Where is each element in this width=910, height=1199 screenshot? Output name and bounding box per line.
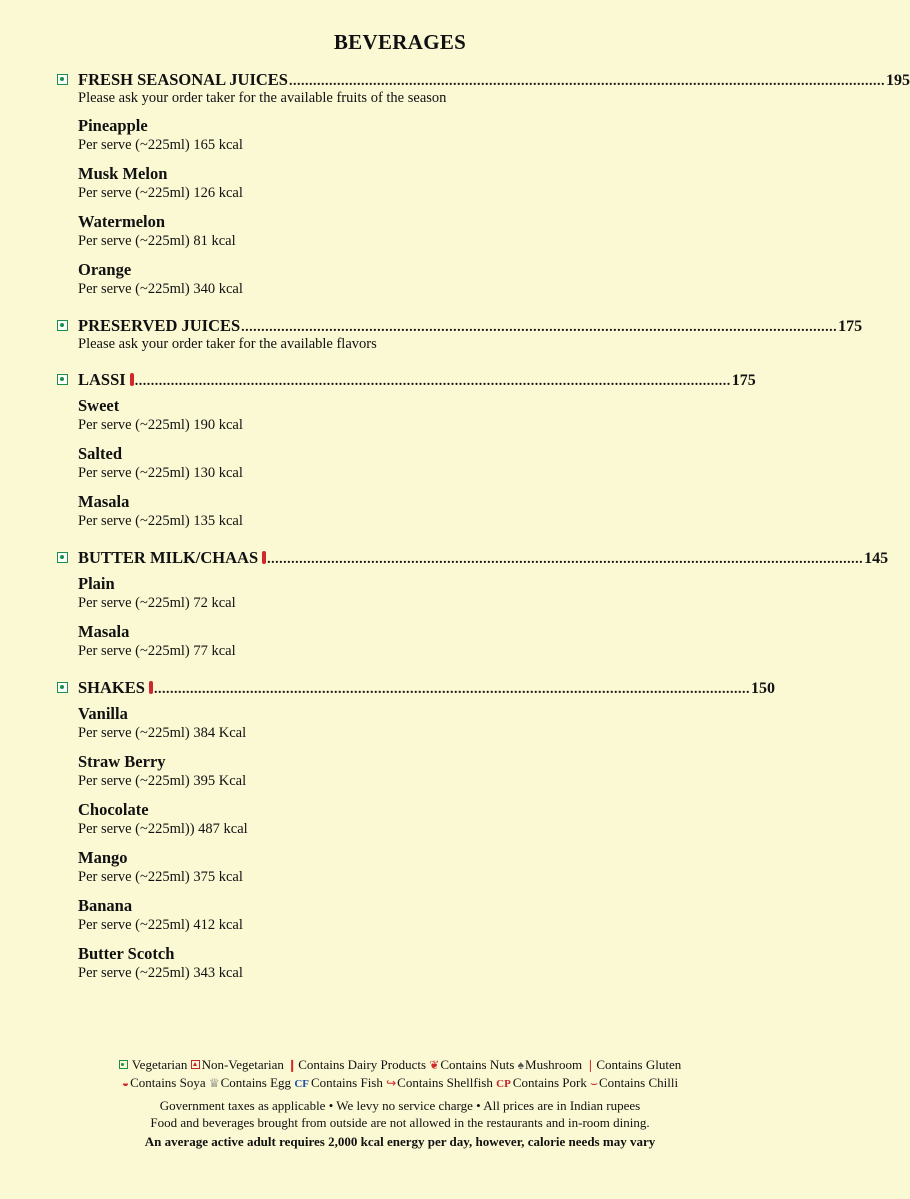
menu-item: [78, 260, 800, 299]
soya-icon: ◒: [121, 1076, 130, 1090]
item-name: Plain: [78, 574, 115, 593]
dairy-icon: [149, 681, 153, 694]
menu-section-shakes: [0, 678, 800, 983]
menu-item: [78, 896, 800, 935]
item-calories: Per serve (~225ml) 340 kcal: [78, 281, 243, 297]
menu-item: [78, 574, 800, 613]
item-calories: Per serve (~225ml) 384 Kcal: [78, 725, 247, 741]
legend-dairy: [287, 1057, 426, 1072]
item-name: Salted: [78, 444, 123, 463]
menu-item: [78, 848, 800, 887]
section-name: [78, 370, 134, 390]
item-calories: Per serve (~225ml) 165 kcal: [78, 137, 243, 153]
legend-label: Contains Nuts: [440, 1057, 515, 1072]
menu-section-lassi: [0, 370, 800, 531]
menu-item: [78, 944, 800, 983]
legend-egg: [209, 1075, 291, 1090]
section-name: [78, 548, 266, 568]
item-name: Butter Scotch: [78, 944, 175, 963]
item-name: Chocolate: [78, 800, 149, 819]
vegetarian-icon: [57, 74, 68, 85]
item-name: Mango: [78, 848, 128, 867]
section-price: 145: [864, 550, 889, 567]
legend-label: Non-Vegetarian: [201, 1057, 284, 1072]
item-name: Pineapple: [78, 116, 148, 135]
menu-section-butter-milk: [0, 548, 889, 661]
item-name: Orange: [78, 260, 132, 279]
dairy-icon: ❙: [287, 1058, 298, 1072]
legend-soya: [122, 1075, 206, 1090]
vegetarian-icon: [57, 552, 68, 563]
item-calories: Per serve (~225ml) 395 Kcal: [78, 773, 247, 789]
section-name: [78, 678, 153, 698]
legend-label: Contains Soya: [130, 1075, 206, 1090]
section-header: [57, 548, 889, 570]
item-calories: Per serve (~225ml)) 487 kcal: [78, 821, 248, 837]
section-header: [57, 70, 910, 92]
legend-mushroom: [518, 1057, 582, 1072]
menu-item: [78, 704, 800, 743]
menu-section-fresh-seasonal-juices: [0, 70, 910, 299]
vegetarian-icon: [119, 1060, 128, 1069]
legend-non-vegetarian: [191, 1057, 284, 1072]
item-name: Masala: [78, 622, 130, 641]
menu-section-preserved-juices: [0, 316, 863, 353]
legend-chilli: [590, 1075, 678, 1090]
legend-fish: [294, 1075, 383, 1090]
menu-item: [78, 396, 800, 435]
dot-leader: .....................................................................................................................................................: [134, 374, 731, 389]
item-calories: Per serve (~225ml) 375 kcal: [78, 869, 243, 885]
legend-label: Contains Dairy Products: [298, 1057, 427, 1072]
section-price: 175: [838, 318, 863, 335]
section-name-text: LASSI: [78, 370, 126, 389]
legend-nuts: [429, 1057, 514, 1072]
dairy-icon: [262, 551, 266, 564]
vegetarian-icon: [57, 682, 68, 693]
item-calories: Per serve (~225ml) 190 kcal: [78, 417, 243, 433]
section-name: FRESH SEASONAL JUICES: [78, 70, 288, 89]
fish-icon: CF: [294, 1078, 309, 1090]
legend-label: Contains Fish: [310, 1075, 383, 1090]
section-price: 150: [750, 680, 775, 697]
dot-leader: .....................................................................................................................................................: [267, 552, 864, 567]
pork-icon: CP: [496, 1078, 511, 1090]
legend-row: [0, 1056, 800, 1074]
legend-shellfish: [386, 1075, 493, 1090]
egg-icon: ♕: [208, 1076, 220, 1090]
legend-label: Contains Egg: [220, 1075, 292, 1090]
menu-item: [78, 164, 800, 203]
legend-label: Vegetarian: [131, 1057, 188, 1072]
shellfish-icon: ↪: [386, 1076, 397, 1090]
section-header: [57, 316, 863, 338]
mushroom-icon: ♠: [517, 1058, 525, 1072]
menu-item: [78, 622, 800, 661]
legend-pork: [496, 1075, 587, 1090]
chilli-icon: ⌣: [590, 1076, 598, 1090]
item-name: Sweet: [78, 396, 120, 415]
menu-item: [78, 800, 800, 839]
menu-list: [0, 70, 910, 983]
item-name: Banana: [78, 896, 133, 915]
item-name: Vanilla: [78, 704, 128, 723]
page-title: BEVERAGES: [333, 30, 467, 54]
menu-item: [78, 212, 800, 251]
legend-label: Contains Shellfish: [397, 1075, 493, 1090]
section-header: [57, 678, 775, 700]
legend-label: Mushroom: [525, 1057, 583, 1072]
item-calories: Per serve (~225ml) 126 kcal: [78, 185, 243, 201]
item-calories: Per serve (~225ml) 72 kcal: [78, 595, 236, 611]
menu-item: [78, 444, 800, 483]
vegetarian-icon: [57, 320, 68, 331]
dot-leader: .....................................................................................................................................................: [153, 682, 750, 697]
gluten-icon: ❘: [585, 1058, 596, 1072]
nuts-icon: ❦: [429, 1058, 440, 1072]
legend-label: Contains Gluten: [596, 1057, 682, 1072]
section-note: Please ask your order taker for the available fruits of the season: [78, 90, 447, 106]
item-calories: Per serve (~225ml) 77 kcal: [78, 643, 236, 659]
dot-leader: .....................................................................................................................................................: [288, 74, 885, 89]
item-calories: Per serve (~225ml) 130 kcal: [78, 465, 243, 481]
legend-row: [0, 1074, 800, 1093]
non-vegetarian-icon: [191, 1060, 200, 1069]
dairy-icon: [130, 373, 134, 386]
section-price: 195: [885, 72, 910, 89]
legend-label: Contains Chilli: [599, 1075, 679, 1090]
legend-label: Contains Pork: [512, 1075, 587, 1090]
section-header: [57, 370, 756, 392]
calorie-note: An average active adult requires 2,000 kcal energy per day, however, calorie needs may vary: [144, 1134, 656, 1149]
section-name-text: SHAKES: [78, 678, 145, 697]
dot-leader: .....................................................................................................................................................: [241, 320, 838, 335]
item-calories: Per serve (~225ml) 343 kcal: [78, 965, 243, 981]
item-name: Musk Melon: [78, 164, 168, 183]
legend-gluten: [585, 1057, 681, 1072]
item-calories: Per serve (~225ml) 135 kcal: [78, 513, 243, 529]
section-price: 175: [731, 372, 756, 389]
legend-vegetarian: [119, 1057, 188, 1072]
legend: [0, 1056, 800, 1150]
section-name: PRESERVED JUICES: [78, 316, 241, 335]
section-note: Please ask your order taker for the available flavors: [78, 336, 377, 352]
menu-item: [78, 752, 800, 791]
tax-note: Government taxes as applicable • We levy no service charge • All prices are in Indian rupees: [159, 1098, 641, 1113]
item-name: Watermelon: [78, 212, 166, 231]
item-name: Masala: [78, 492, 130, 511]
item-calories: Per serve (~225ml) 81 kcal: [78, 233, 236, 249]
item-name: Straw Berry: [78, 752, 166, 771]
vegetarian-icon: [57, 374, 68, 385]
item-calories: Per serve (~225ml) 412 kcal: [78, 917, 243, 933]
menu-item: [78, 492, 800, 531]
outside-food-note: Food and beverages brought from outside are not allowed in the restaurants and in-room dining.: [150, 1115, 650, 1130]
menu-item: [78, 116, 800, 155]
section-name-text: BUTTER MILK/CHAAS: [78, 548, 259, 567]
